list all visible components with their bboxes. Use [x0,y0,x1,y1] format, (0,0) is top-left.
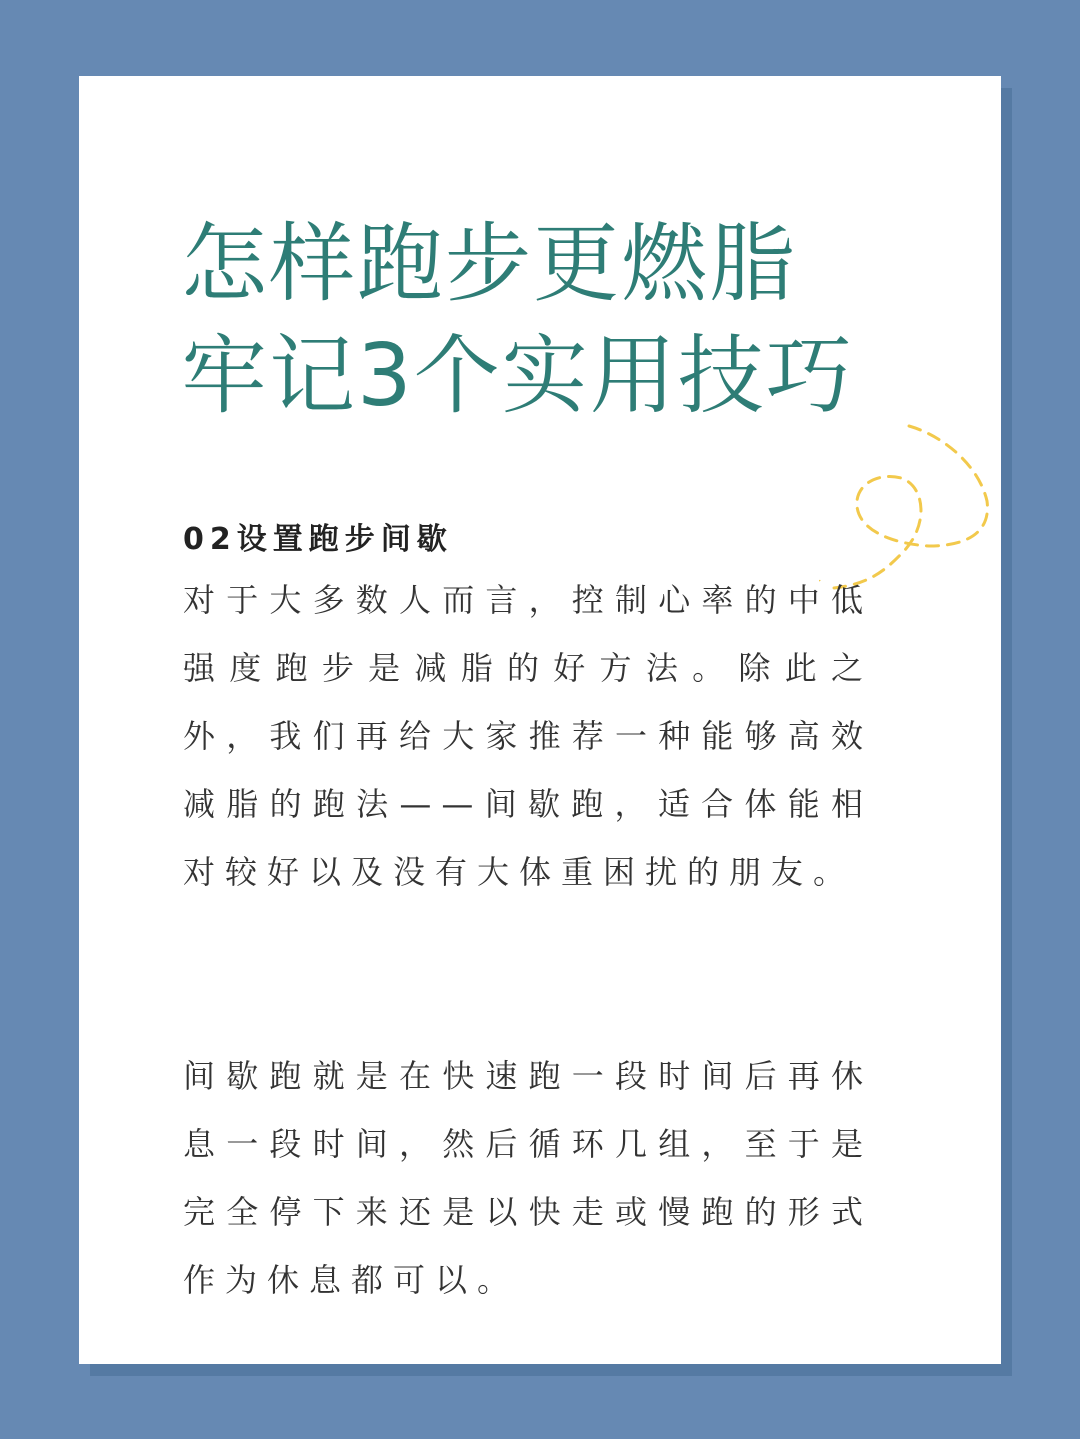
title-line-1: 怎样跑步更燃脂 [181,214,797,314]
section-heading: 02设置跑步间歇 [183,522,453,557]
paragraph-1: 对于大多数人而言，控制心率的中低强度跑步是减脂的好方法。除此之外，我们再给大家推荐一种能够高效减脂的跑法——间歇跑，适合体能相对较好以及没有大体重困扰的朋友。 [183,581,873,891]
title-line-2: 牢记3个实用技巧 [181,326,854,426]
page-title [181,208,854,432]
content-card [79,76,1001,1364]
paragraph-2: 间歇跑就是在快速跑一段时间后再休息一段时间，然后循环几组，至于是完全停下来还是以快走或慢跑的形式作为休息都可以。 [183,1057,873,1299]
orbit-dashed-path [834,426,987,588]
